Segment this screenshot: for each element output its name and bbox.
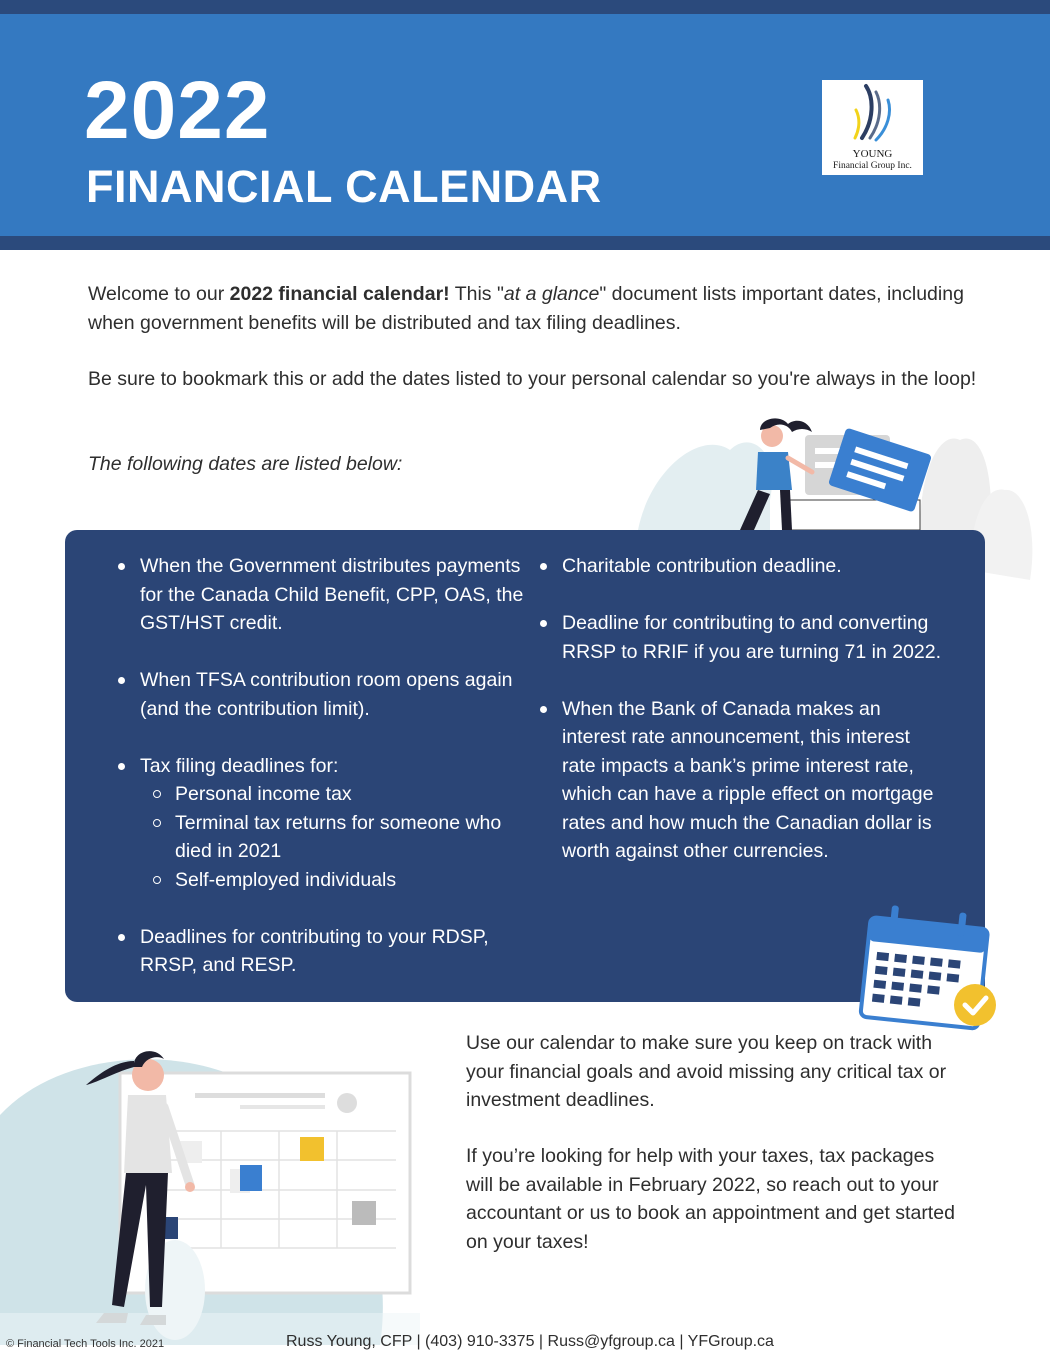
top-border-strip	[0, 0, 1050, 14]
sublist-item: Personal income tax	[175, 780, 530, 809]
list-item: Deadlines for contributing to your RDSP, RRSP, and RESP.	[140, 923, 530, 980]
calendar-check-icon	[855, 905, 1005, 1040]
list-item: When the Bank of Canada makes an interest rate announcement, this interest rate impacts a bank’s prime interest rate, which can have a ripple effect on mortgage rates and how much the Canadian dollar is worth against other currencies.	[562, 695, 947, 866]
woman-with-calendar-board-illustration	[0, 1045, 420, 1345]
page-title: FINANCIAL CALENDAR	[86, 161, 602, 212]
header-banner	[0, 14, 1050, 236]
intro-paragraph-welcome: Welcome to our 2022 financial calendar! This "at a glance" document lists important dates, including when government benefits will be distributed and tax filing deadlines.	[88, 283, 964, 334]
dates-list-panel	[65, 530, 985, 1002]
intro-bold-text: 2022 financial calendar!	[229, 283, 450, 305]
list-item: When the Government distributes payments for the Canada Child Benefit, CPP, OAS, the GST/HST credit.	[140, 552, 530, 638]
logo-company-subtitle: Financial Group Inc.	[833, 161, 912, 171]
intro-paragraph-list-lead: The following dates are listed below:	[88, 453, 403, 475]
list-item-tax-deadlines	[140, 752, 530, 895]
company-logo	[822, 80, 923, 175]
header-bottom-strip	[0, 236, 1050, 250]
tax-deadlines-sublist	[175, 780, 530, 894]
list-item: Charitable contribution deadline.	[562, 552, 947, 581]
footer-contact-info: Russ Young, CFP | (403) 910-3375 | Russ@yfgroup.ca | YFGroup.ca	[286, 1333, 774, 1350]
intro-italic-text: at a glance	[503, 283, 600, 305]
list-item: When TFSA contribution room opens again (and the contribution limit).	[140, 666, 530, 723]
dates-list-right-column	[562, 552, 947, 894]
footer-copyright: © Financial Tech Tools Inc. 2021	[6, 1338, 165, 1350]
intro-paragraph-bookmark: Be sure to bookmark this or add the dates listed to your personal calendar so you're always in the loop!	[88, 368, 977, 390]
outro-paragraph-tax-help: If you’re looking for help with your taxes, tax packages will be available in February 2022, so reach out to your accountant or us to book an appointment and get started on your taxes!	[466, 1145, 955, 1253]
dates-list-left-column	[140, 552, 530, 1008]
list-item-label: Tax filing deadlines for:	[140, 754, 339, 777]
list-item: Deadline for contributing to and converting RRSP to RRIF if you are turning 71 in 2022.	[562, 609, 947, 666]
outro-paragraph-track: Use our calendar to make sure you keep on track with your financial goals and avoid missing any critical tax or investment deadlines.	[466, 1032, 947, 1111]
header-year: 2022	[84, 65, 271, 156]
sublist-item: Terminal tax returns for someone who died in 2021	[175, 809, 530, 866]
logo-company-name: YOUNG	[852, 148, 893, 160]
sublist-item: Self-employed individuals	[175, 866, 530, 895]
wave-logo-icon	[848, 82, 898, 146]
